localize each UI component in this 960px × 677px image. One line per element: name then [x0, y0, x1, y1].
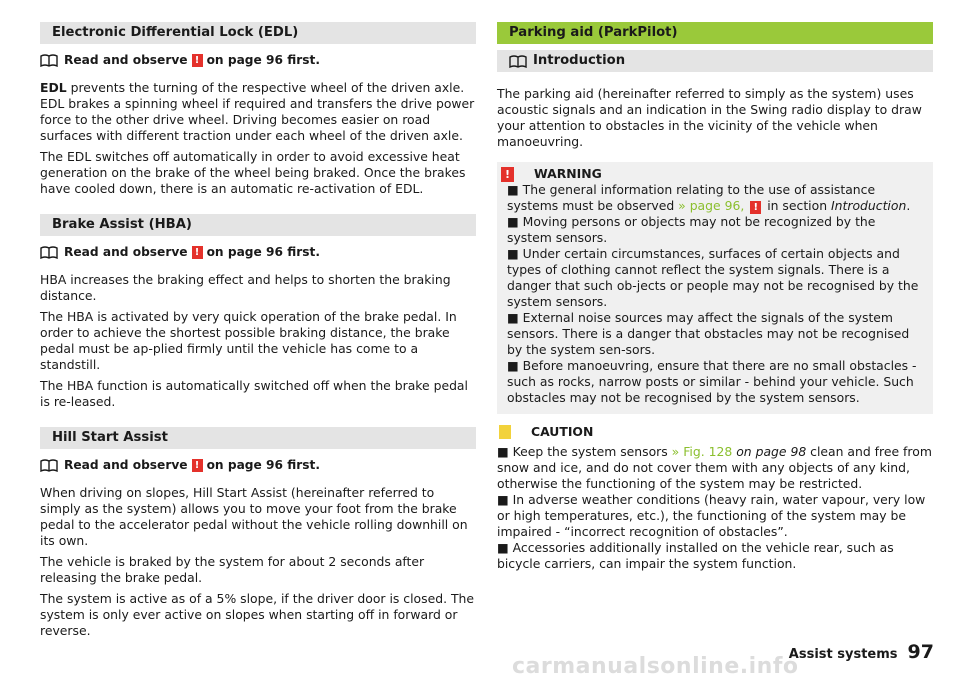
- read-observe-text: Read and observe: [64, 245, 188, 259]
- hba-paragraph-1: HBA increases the braking effect and helps to shorten the braking distance.: [40, 272, 451, 303]
- warning-bullet: ■ The general information relating to the use of assistance systems must be observed » page 96, ! in section Introduction.: [507, 182, 911, 213]
- read-observe-note: [40, 244, 476, 260]
- warning-icon: !: [192, 246, 203, 259]
- page-footer: [788, 641, 934, 663]
- warning-bullet: ■ Moving persons or objects may not be recognized by the system sensors.: [507, 214, 876, 245]
- read-observe-text: Read and observe: [64, 53, 188, 67]
- read-observe-page: on page 96 first.: [206, 458, 320, 472]
- caution-bullet: ■ Keep the system sensors » Fig. 128 on page 98 clean and free from snow and ice, and do not cover them with any objects of any kind, otherwise the functioning of the system may be restricted.: [497, 444, 932, 491]
- caution-block: [497, 424, 933, 572]
- page-number: 97: [907, 641, 934, 663]
- caution-title-text: CAUTION: [531, 424, 594, 439]
- warning-title: [497, 166, 923, 182]
- caution-bullet: ■ In adverse weather conditions (heavy rain, water vapour, very low or high temperatures, etc.), the functioning of the system may be impaired - “incorrect recognition of obstacles”.: [497, 492, 926, 539]
- caution-title: [497, 424, 933, 440]
- warning-icon: !: [192, 459, 203, 472]
- left-column: [40, 22, 476, 644]
- warning-bullet: ■ Before manoeuvring, ensure that there are no small obstacles - such as rocks, narrow posts or similar - behind your vehicle. Such obstacles may not be recognised by the system sensors.: [507, 358, 917, 405]
- book-icon: [40, 246, 58, 259]
- warning-icon: !: [192, 54, 203, 67]
- figure-link[interactable]: » Fig. 128: [671, 444, 733, 459]
- read-observe-page: on page 96 first.: [206, 53, 320, 67]
- watermark: carmanualsonline.info: [512, 654, 799, 677]
- caution-icon: [499, 425, 511, 439]
- warning-bullet: ■ External noise sources may affect the signals of the system sensors. There is a danger that obstacles may not be recognised by the system sen-sors.: [507, 310, 910, 357]
- section-heading-parking-aid: Parking aid (ParkPilot): [497, 22, 933, 44]
- right-column: [497, 22, 933, 572]
- book-icon: [509, 55, 527, 68]
- warning-bullet: ■ Under certain circumstances, surfaces of certain objects and types of clothing cannot reflect the system signals. There is a danger that such ob-jects or people may not be recognised by the system sensors.: [507, 246, 919, 309]
- read-observe-note: [40, 52, 476, 68]
- hba-paragraph-2: The HBA is activated by very quick operation of the brake pedal. In order to achieve the shortest possible braking distance, the brake pedal must be ap-plied firmly until the vehicle has come to a standstill.: [40, 309, 457, 372]
- book-icon: [40, 459, 58, 472]
- read-observe-page: on page 96 first.: [206, 245, 320, 259]
- section-heading-edl: Electronic Differential Lock (EDL): [40, 22, 476, 44]
- edl-paragraph-2: The EDL switches off automatically in order to avoid excessive heat generation on the brake of the wheel being braked. Once the brakes have cooled down, there is an automatic re-activation of EDL.: [40, 149, 466, 196]
- section-heading-hba: Brake Assist (HBA): [40, 214, 476, 236]
- caution-bullet: ■ Accessories additionally installed on the vehicle rear, such as bicycle carriers, can impair the system function.: [497, 540, 894, 571]
- warning-icon: !: [750, 201, 761, 214]
- subheading-introduction: [497, 50, 933, 72]
- edl-term: EDL: [40, 80, 67, 95]
- read-observe-text: Read and observe: [64, 458, 188, 472]
- hsa-paragraph-3: The system is active as of a 5% slope, if the driver door is closed. The system is only ever active on slopes when starting off in forward or reverse.: [40, 591, 474, 638]
- warning-title-text: WARNING: [534, 166, 602, 181]
- hba-paragraph-3: The HBA function is automatically switched off when the brake pedal is re-leased.: [40, 378, 468, 409]
- hsa-paragraph-2: The vehicle is braked by the system for about 2 seconds after releasing the brake pedal.: [40, 554, 425, 585]
- section-heading-hsa: Hill Start Assist: [40, 427, 476, 449]
- page-link[interactable]: » page 96,: [678, 198, 745, 213]
- hsa-paragraph-1: When driving on slopes, Hill Start Assist (hereinafter referred to simply as the system) allows you to move your foot from the brake pedal to the accelerator pedal without the vehicle rolling downhill on its own.: [40, 485, 468, 548]
- footer-section-title: Assist systems: [788, 647, 898, 662]
- warning-icon: !: [501, 167, 514, 182]
- parking-intro-paragraph: The parking aid (hereinafter referred to simply as the system) uses acoustic signals and an indication in the Swing radio display to draw your attention to obstacles in the vicinity of the vehicle when manoeuvring.: [497, 86, 922, 149]
- subheading-text: Introduction: [533, 53, 626, 68]
- read-observe-note: [40, 457, 476, 473]
- edl-paragraph-1: EDL prevents the turning of the respective wheel of the driven axle. EDL brakes a spinning wheel if required and transfers the drive power force to the other drive wheel. Driving becomes easier on road surfaces with different traction under each wheel of the driven axle.: [40, 80, 475, 143]
- book-icon: [40, 54, 58, 67]
- warning-box: [497, 162, 933, 414]
